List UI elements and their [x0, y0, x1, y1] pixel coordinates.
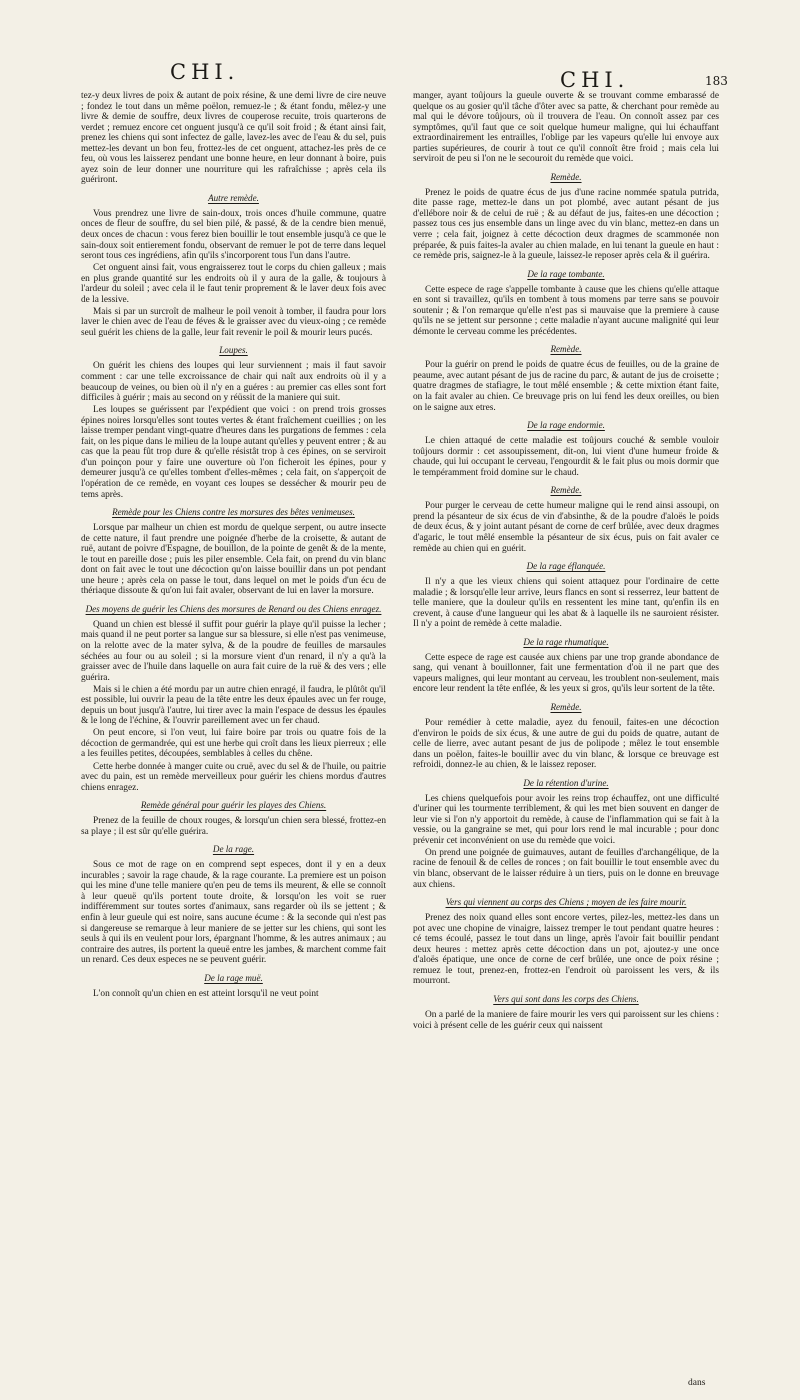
paragraph: Pour la guérir on prend le poids de quatre écus de feuilles, ou de la graine de peaume, avec autant pésant de jus de racine du parc, & autant de jus de croisette ; quatre dragmes de stafiagre, le tout mêlé ensemble ; & cette mixtion étant faite, on la fait avaler au chien. Ce breuvage pris on lui fend les deux oreilles, ou bien on le saigne aux etres.: [413, 360, 719, 413]
paragraph: manger, ayant toûjours la gueule ouverte & se trouvant comme embarassé de quelque os au gosier qu'il tâche d'ôter avec sa patte, & cherchant pour remède au mal qui le dévore toûjours, où il trouvera de l'eau. On connoît assez par ces symptômes, qu'il faut que ce soit quelque humeur maligne, qui lui échauffant extraordinairement les entrailles, l'oblige par les vapeurs qu'elle lui envoye aux parties supérieures, de courir à tout ce qu'il connoît être froid ; mais cela lui serviroit de peu si l'on ne le secouroit du remède que voici.: [413, 91, 719, 165]
paragraph: Prenez des noix quand elles sont encore vertes, pilez-les, mettez-les dans un pot avec une chopine de vinaigre, laissez tremper le tout pendant quatre heures : cé tems écoulé, passez le tout dans un linge, après l'avoir fait bouillir pendant deux heures : mettez après cette décoction dans un pot, ajoutez-y une once d'aloës épatique, une once de corne de cerf brûlée, une once de poix résine ; remuez le tout, prenez-en, frottez-en l'endroit où paroissent les vers, & ils mourront.: [413, 913, 719, 987]
paragraph: Cette herbe donnée à manger cuite ou cruë, avec du sel & de l'huile, ou paitrie avec du pain, est un remède merveilleux pour guérir les chiens mordus d'autres chiens enragez.: [81, 761, 386, 793]
paragraph: On a parlé de la maniere de faire mourir les vers qui paroissent sur les chiens : voici à présent celle de les guérir ceux qui naissent: [413, 1009, 719, 1031]
paragraph: Prenez le poids de quatre écus de jus d'une racine nommée spatula putrida, dite passe rage, mettez-le dans un pot plombé, avec autant pésant de jus d'ellébore noir & de celui de ruë ; & au défaut de jus, faites-en une décoction ; passez tous ces jus ensemble dans un linge avec du vin blanc, mettez-en dans un verre ; cela fait, joignez à cette décoction deux dragmes de scammonée non préparée, & puis faites-la avaler au chien malade, en lui tenant la gueule en haut : ce remède pris, saignez-le à la gueule, laissez-le reposer après cela & il guérira.: [413, 187, 719, 262]
paragraph: Les loupes se guérissent par l'expédient que voici : on prend trois grosses épines noires lorsqu'elles sont toutes vertes & étant fraîchement cueillies ; on les laisse tremper pendant vingt-quatre d'heures dans les purgations de femmes : cela fait, on les pique dans le milieu de la loupe autant qu'elles y peuvent entrer ; & au cas que la peau fût trop dure & qu'elle résistât trop à ces épines, on se serviroit d'un poinçon pour y faire une ouverture où l'on ficheroit les épines, pour y demeurer jusqu'à ce qu'elles tombent d'elles-mêmes ; cela fait, on s'apperçoit de l'opération de ce remède, en voyant ces loupes se dessécher & mourir peu de tems après.: [81, 405, 386, 500]
right-running-title: CHI.: [560, 68, 630, 92]
paragraph: On peut encore, si l'on veut, lui faire boire par trois ou quatre fois de la décoction de germandrée, qui est une herbe qui croît dans les lieux pierreux ; elle a les feuilles petites, découpées, semblables à celles du chêne.: [81, 728, 386, 760]
paragraph: Mais si le chien a été mordu par un autre chien enragé, il faudra, le plûtôt qu'il est possible, lui ouvrir la peau de la tête entre les deux épaules avec un fer rouge, depuis un bout jusqu'à l'autre, lui tirer avec la main l'espace de dessus les épaules & le long de l'échine, & l'ouvrir pareillement avec un fer chaud.: [81, 684, 386, 727]
paragraph: On guérit les chiens des loupes qui leur surviennent ; mais il faut savoir comment : car une telle excroissance de chair qui naît aux endroits où il y a beaucoup de veines, ou bien où il n'y en a guéres : au premier cas elles sont fort difficiles à guérir ; mais au second on y réüssit de la maniere qui suit.: [81, 361, 386, 404]
section-heading: Remède pour les Chiens contre les morsures des bêtes venimeuses.: [112, 507, 355, 518]
running-header: [0, 60, 800, 90]
section-heading: Vers qui viennent au corps des Chiens ; moyen de les faire mourir.: [445, 897, 687, 908]
section-heading: Remède général pour guérir les playes des Chiens.: [140, 800, 327, 811]
paragraph: Pour remédier à cette maladie, ayez du fenouil, faites-en une décoction d'environ le poids de six écus, & une autre de gui du poids de quatre, autant de celle de lierre, avec autant pesant de jus de polipode ; mêlez le tout ensemble dans un poëlon, faites-le bouillir avec du vin blanc, & lorsque ce breuvage est refroidi, donnez-le au chien, & le laissez reposer.: [413, 717, 719, 771]
paragraph: Le chien attaqué de cette maladie est toûjours couché & semble vouloir toûjours dormir : cet assoupissement, dit-on, lui vient d'une humeur froide & chaude, qui lui occupant le cerveau, l'engourdit & le fait plus ou mois dormir que le tempéramment froid domine sur le chaud.: [413, 436, 719, 478]
section-heading: Loupes.: [219, 345, 248, 356]
paragraph: Cet onguent ainsi fait, vous engraisserez tout le corps du chien galleux ; mais en plus grande quantité sur les endroits où il y aura de la galle, & toujours à l'ardeur du soleil ; avec cela il le faut tenir proprement & le laver deux fois avec de la lessive.: [81, 263, 386, 305]
catchword: dans: [688, 1378, 706, 1388]
left-text-column: [81, 91, 386, 1001]
section-heading: De la rétention d'urine.: [523, 777, 609, 788]
section-heading: Remède.: [550, 344, 582, 355]
section-heading: Remède.: [550, 485, 582, 496]
paragraph: Quand un chien est blessé il suffit pour guérir la playe qu'il puisse la lecher ; mais quand il ne peut porter sa langue sur sa blessure, si elle n'est pas venimeuse, on la relotte avec de la mater sylva, & de la poudre de feuilles de marsaules séchées au four ou au soleil ; si la morsure vient d'un renard, il n'y a qu'à la graisser avec de l'huile dans laquelle on aura fait cuire de la ruë & des vers ; elle guérira.: [81, 619, 386, 683]
section-heading: De la rage endormie.: [527, 420, 605, 431]
right-text-column: [413, 91, 719, 1033]
section-heading: Autre remède.: [208, 192, 259, 203]
paragraph: Cette espece de rage s'appelle tombante à cause que les chiens qu'elle attaque en sont si travaillez, qu'ils en tombent à tous momens par terre sans se pouvoir soutenir ; & l'on remarque qu'elle n'est pas si mauvaise que la premiere à cause qu'ils ne se jettent sur personne ; cette maladie n'ayant aucune malignité qui leur démonte le cerveau comme les précédentes.: [413, 284, 719, 337]
paragraph: Lorsque par malheur un chien est mordu de quelque serpent, ou autre insecte de cette nature, il faut prendre une poignée d'herbe de la croisette, & autant de ruë, autant de poivre d'Espagne, de bouillon, de la pointe de genêt & de la mente, le tout en pareille dose ; puis les piler ensemble. Cela fait, on prend du vin blanc dont on fait avec le tout une décoction qu'on laisse bouillir dans un pot pendant une heure ; après cela on passe le tout, dans lequel on met le poids d'un écu de thériaque dissoute & qu'on lui fait avaler, observant de lui en laver la morsure.: [81, 523, 386, 597]
paragraph: Pour purger le cerveau de cette humeur maligne qui le rend ainsi assoupi, on prend la pésanteur de six écus de vin d'absinthe, & de la poudre d'aloës le poids de deux écus, & y joint autant pésant de corne de cerf brûlée, avec deux dragmes d'agaric, le tout mêlé ensemble la pésanteur de six écus, puis on fait avaler ce remède au chien qui en guérit.: [413, 501, 719, 554]
left-running-title: CHI.: [170, 60, 240, 84]
section-heading: Remède.: [550, 171, 582, 182]
section-heading: De la rage éflanquée.: [526, 561, 606, 572]
section-heading: De la rage rhumatique.: [523, 636, 609, 647]
paragraph: Prenez de la feuille de choux rouges, & lorsqu'un chien sera blessé, frottez-en sa playe ; il est sûr qu'elle guérira.: [81, 816, 386, 837]
section-heading: De la rage tombante.: [527, 268, 605, 279]
paragraph: tez-y deux livres de poix & autant de poix résine, & une demi livre de cire neuve ; fondez le tout dans un même poëlon, remuez-le ; & étant fondu, mêlez-y une livre & demie de souffre, deux livres de couperose recuite, trois quarterons de verdet ; remuez encore cet onguent jusqu'à ce qu'il soit froid ; & étant ainsi fait, prenez les chiens qui sont infectez de galle, lavez-les avec de l'eau & du sel, puis mettez-les devant un bon feu, frottez-les de cet onguent, attachez-les près de ce feu, où vous les laisserez pendant une bonne heure, en leur donnant à boire, puis ayez soin de leur donner une nourriture qui les rafraîchisse ; après cela ils guériront.: [81, 91, 386, 186]
paragraph: On prend une poignée de guimauves, autant de feuilles d'archangélique, de la racine de fenouil & de celles de ronces ; on fait bouillir le tout ensemble avec du vin blanc, observant de le laisser réduire à un tiers, puis on le donne en breuvage aux chiens.: [413, 847, 719, 890]
page-number: 183: [705, 74, 728, 88]
section-heading: Vers qui sont dans les corps des Chiens.: [493, 993, 639, 1004]
paragraph: Sous ce mot de rage on en comprend sept especes, dont il y en a deux incurables ; savoir la rage chaude, & la rage courante. La premiere est un poison qui les mine d'une telle maniere qu'en peu de tems ils meurent, & elle se connoît à leur queuë qu'ils portent toute droite, & lorsqu'on les voit se ruer indifféremment sur toutes sortes d'animaux, sans regarder où ils se jettent ; & enfin à leur gueule qui est noire, sans aucune écume : & la seconde qui n'est pas si dangereuse se remarque à leur maniere de se jetter sur les chiens, qui sont les seuls à qui ils en veulent pour lors, épargnant l'homme, & les autres animaux ; au contraire des autres, ils portent la queuë entre les jambes, & marchent comme fait un renard. Ces deux especes ne se peuvent guérir.: [81, 860, 386, 966]
paragraph: Les chiens quelquefois pour avoir les reins trop échauffez, ont une difficulté d'uriner qui les tourmente terriblement, & qui les met bien souvent en danger de leur vie si l'on n'y apportoit du remède, à cause de l'inflammation qui se fait à la vessie, ou la gangraine se met, qui pour lors rend le mal incurable ; pour donc prévenir cet inconvénient on use du remède que voici.: [413, 793, 719, 846]
paragraph: L'on connoît qu'un chien en est atteint lorsqu'il ne veut point: [93, 988, 319, 999]
paragraph: Cette espece de rage est causée aux chiens par une trop grande abondance de sang, qui venant à bouillonner, fait une fermentation d'où il ne part que des vapeurs malignes, qui leur montant au cerveau, les troublent non-seulement, mais encore leur rendent la tête enflée, & les yeux si gros, qu'ils leur sortent de la tête.: [413, 652, 719, 695]
paragraph: Il n'y a que les vieux chiens qui soient attaquez pour l'ordinaire de cette maladie ; & lorsqu'elle leur arrive, leurs flancs en sont si resserrez, leur battent de telle maniere, que la douleur qu'ils en ressentent les mine tant, qu'enfin ils en crevent, à cause d'une langueur qui les abat & à laquelle ils ne sauroient résister. Il n'y a point de remède à cette maladie.: [413, 577, 719, 630]
paragraph: Vous prendrez une livre de sain-doux, trois onces d'huile commune, quatre onces de fleur de souffre, du sel bien pilé, & passé, & de la cendre bien menuë, deux onces de chacun : vous ferez bien bouillir le tout ensemble jusqu'à ce que le sain-doux soit entierement fondu, observant de remuer le pot de terre dans lequel seront tous ces ingrédiens, afin qu'ils s'incorporent tous l'un dans l'autre.: [81, 208, 386, 262]
section-heading: Des moyens de guérir les Chiens des morsures de Renard ou des Chiens enragez.: [85, 603, 382, 614]
section-heading: De la rage muë.: [204, 972, 263, 983]
paragraph: Mais si par un surcroît de malheur le poil venoit à tomber, il faudra pour lors laver le chien avec de l'eau de féves & le graisser avec du vieux-oing ; ce remède seul guérit les chiens de la galle, leur fait revenir le poil & mourir leurs pucés.: [81, 306, 386, 338]
section-heading: Remède.: [550, 701, 582, 712]
section-heading: De la rage.: [212, 844, 255, 855]
